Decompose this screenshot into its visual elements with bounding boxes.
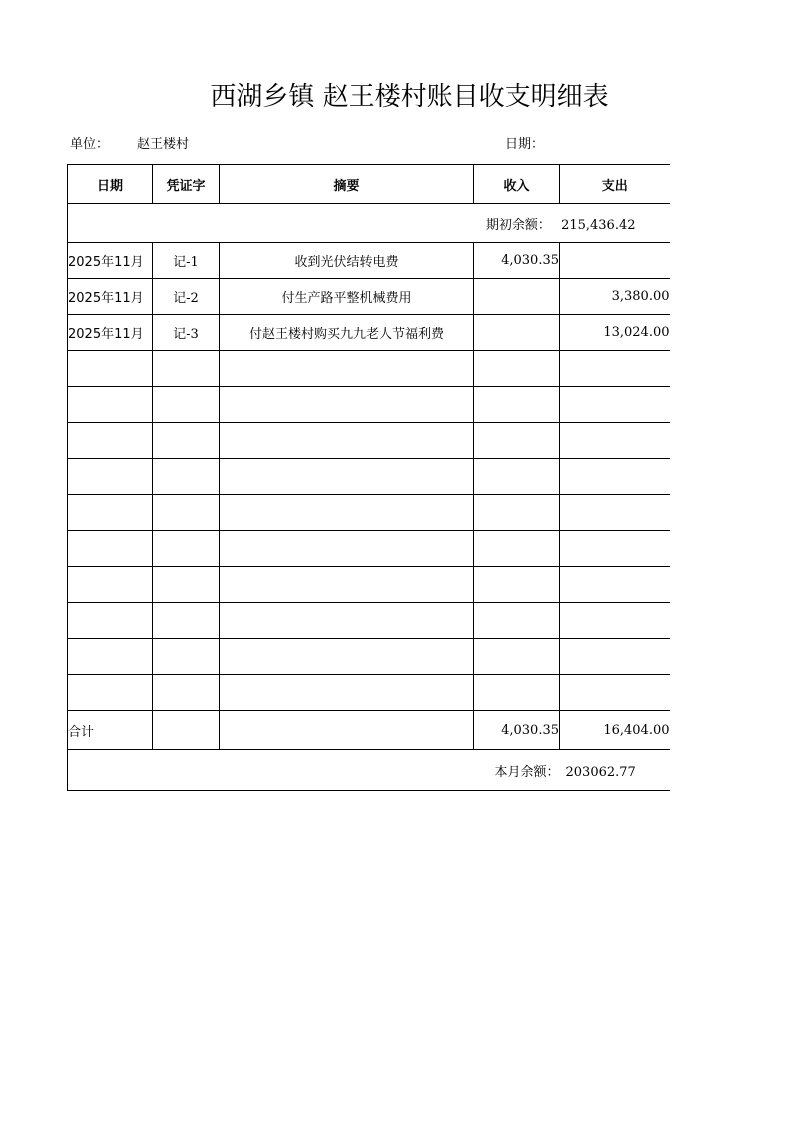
income-cell: [474, 459, 560, 495]
header-date: 日期: [68, 165, 153, 204]
header-expense: 支出: [560, 165, 670, 204]
unit-label: 单位：: [70, 137, 110, 152]
closing-balance-value: 203062.77: [565, 764, 636, 780]
income-cell: [474, 351, 560, 387]
table-row: [68, 603, 670, 639]
summary-cell: [220, 567, 474, 603]
header-voucher: 凭证字: [153, 165, 220, 204]
voucher-cell: [153, 675, 220, 711]
ledger-table: [67, 164, 670, 791]
summary-cell: [220, 387, 474, 423]
table-row: [68, 567, 670, 603]
total-summary-cell: [220, 711, 474, 750]
table-row: [68, 279, 670, 315]
expense-cell: [560, 423, 670, 459]
date-cell: 2025年11月: [68, 243, 153, 279]
table-row: [68, 387, 670, 423]
table-row: [68, 495, 670, 531]
voucher-cell: [153, 351, 220, 387]
income-cell: [474, 603, 560, 639]
summary-cell: 收到光伏结转电费: [220, 243, 474, 279]
income-cell: [474, 531, 560, 567]
summary-cell: [220, 423, 474, 459]
total-label: 合计: [68, 711, 153, 750]
table-row: [68, 351, 670, 387]
income-cell: [474, 639, 560, 675]
opening-balance-label: 期初余额：: [485, 217, 551, 233]
summary-cell: [220, 495, 474, 531]
expense-cell: [560, 531, 670, 567]
voucher-cell: [153, 639, 220, 675]
date-cell: [68, 567, 153, 603]
expense-cell: [560, 243, 670, 279]
voucher-cell: [153, 495, 220, 531]
total-expense: 16,404.00: [560, 711, 670, 750]
income-cell: [474, 495, 560, 531]
date-cell: [68, 351, 153, 387]
expense-cell: [560, 675, 670, 711]
summary-cell: [220, 603, 474, 639]
table-row: [68, 315, 670, 351]
income-cell: [474, 387, 560, 423]
summary-cell: [220, 675, 474, 711]
date-cell: [68, 459, 153, 495]
income-cell: [474, 675, 560, 711]
expense-cell: [560, 495, 670, 531]
voucher-cell: 记-2: [153, 279, 220, 315]
unit-value: 赵王楼村: [137, 137, 190, 152]
expense-cell: [560, 351, 670, 387]
header-summary: 摘要: [220, 165, 474, 204]
voucher-cell: 记-1: [153, 243, 220, 279]
table-row: [68, 675, 670, 711]
page-title: 西湖乡镇 赵王楼村账目收支明细表: [210, 82, 609, 112]
voucher-cell: [153, 603, 220, 639]
summary-cell: [220, 459, 474, 495]
income-cell: [474, 423, 560, 459]
income-cell: [474, 279, 560, 315]
table-row: [68, 459, 670, 495]
date-cell: [68, 639, 153, 675]
summary-cell: [220, 639, 474, 675]
summary-cell: 付生产路平整机械费用: [220, 279, 474, 315]
date-cell: 2025年11月: [68, 315, 153, 351]
expense-cell: 13,024.00: [560, 315, 670, 351]
expense-cell: 3,380.00: [560, 279, 670, 315]
voucher-cell: [153, 459, 220, 495]
date-cell: 2025年11月: [68, 279, 153, 315]
voucher-cell: [153, 531, 220, 567]
opening-balance-value: 215,436.42: [561, 217, 636, 233]
table-row: [68, 639, 670, 675]
table-row: [68, 531, 670, 567]
summary-cell: [220, 351, 474, 387]
expense-cell: [560, 459, 670, 495]
opening-balance-row: [68, 204, 670, 243]
header-income: 收入: [474, 165, 560, 204]
header-row: [68, 165, 670, 204]
total-voucher-cell: [153, 711, 220, 750]
date-cell: [68, 495, 153, 531]
table-row: [68, 423, 670, 459]
closing-balance-label: 本月余额：: [494, 764, 560, 780]
date-label: 日期：: [505, 137, 545, 152]
income-cell: 4,030.35: [474, 243, 560, 279]
date-cell: [68, 603, 153, 639]
income-cell: [474, 567, 560, 603]
total-income: 4,030.35: [474, 711, 560, 750]
summary-cell: [220, 531, 474, 567]
voucher-cell: [153, 567, 220, 603]
date-cell: [68, 675, 153, 711]
date-cell: [68, 387, 153, 423]
total-row: [68, 711, 670, 750]
income-cell: [474, 315, 560, 351]
date-cell: [68, 423, 153, 459]
summary-cell: 付赵王楼村购买九九老人节福利费: [220, 315, 474, 351]
date-cell: [68, 531, 153, 567]
closing-balance-row: [68, 750, 670, 791]
table-row: [68, 243, 670, 279]
voucher-cell: [153, 423, 220, 459]
expense-cell: [560, 603, 670, 639]
voucher-cell: 记-3: [153, 315, 220, 351]
expense-cell: [560, 567, 670, 603]
expense-cell: [560, 387, 670, 423]
voucher-cell: [153, 387, 220, 423]
expense-cell: [560, 639, 670, 675]
